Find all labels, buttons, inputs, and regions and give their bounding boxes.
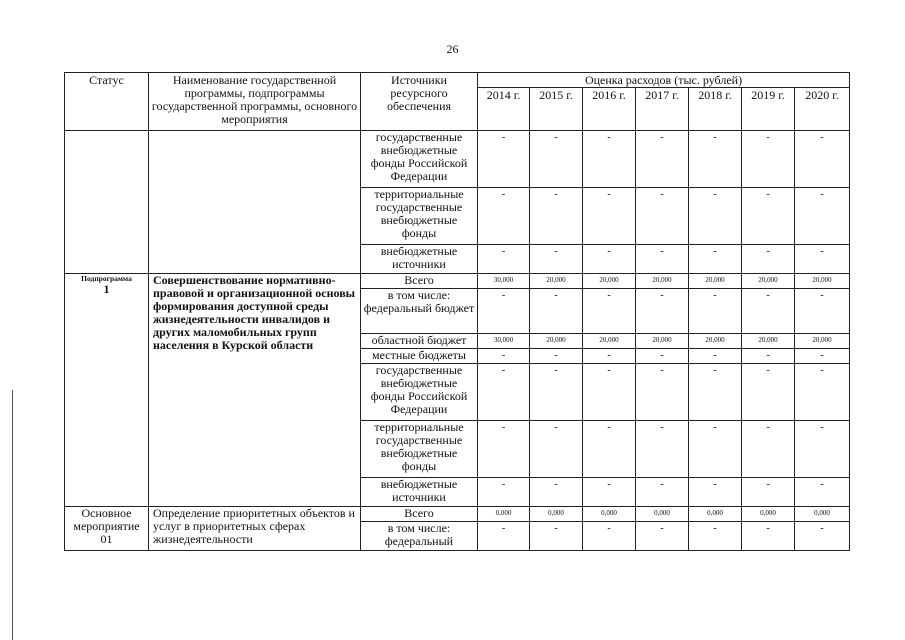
status-label: Подпрограмма <box>81 274 132 283</box>
value-cell: - <box>478 349 530 364</box>
source-cell: внебюджетные источники <box>361 245 478 274</box>
program-name-cell: Определение приоритетных объектов и услуг в приоритетных сферах жизнедеятельности <box>149 507 361 551</box>
value-cell: - <box>742 188 795 245</box>
value-cell: - <box>689 522 742 551</box>
value-cell: 0,000 <box>530 507 583 522</box>
value-cell: - <box>795 522 850 551</box>
value-cell: - <box>689 245 742 274</box>
value-cell: - <box>795 478 850 507</box>
value-cell: - <box>530 421 583 478</box>
value-cell: - <box>742 131 795 188</box>
value-cell: 30,000 <box>478 334 530 349</box>
value-cell: - <box>530 188 583 245</box>
status-cell <box>65 131 149 274</box>
source-cell: государственные внебюджетные фонды Российской Федерации <box>361 131 478 188</box>
value-cell: - <box>742 364 795 421</box>
source-cell: в том числе: федеральный бюджет <box>361 289 478 334</box>
value-cell: - <box>689 349 742 364</box>
header-year: 2015 г. <box>530 88 583 131</box>
expenditure-table <box>64 72 850 551</box>
value-cell: - <box>583 289 636 334</box>
value-cell: 0,000 <box>636 507 689 522</box>
source-cell: Всего <box>361 507 478 522</box>
value-cell: - <box>689 188 742 245</box>
table-row <box>65 274 850 289</box>
value-cell: - <box>689 131 742 188</box>
header-estimate: Оценка расходов (тыс. рублей) <box>478 73 850 88</box>
value-cell: - <box>478 364 530 421</box>
value-cell: - <box>530 349 583 364</box>
source-cell: местные бюджеты <box>361 349 478 364</box>
value-cell: 30,000 <box>478 274 530 289</box>
value-cell: - <box>530 289 583 334</box>
value-cell: - <box>636 131 689 188</box>
value-cell: - <box>742 349 795 364</box>
value-cell: 0,000 <box>795 507 850 522</box>
value-cell: - <box>636 245 689 274</box>
value-cell: - <box>636 522 689 551</box>
program-name-cell: Совершенствование нормативно-правовой и организационной основы формирования доступной среды жизнедеятельности инвалидов и других маломобильных групп населения в Курской области <box>149 274 361 507</box>
value-cell: 20,000 <box>689 334 742 349</box>
value-cell: - <box>795 421 850 478</box>
value-cell: - <box>583 131 636 188</box>
value-cell: - <box>478 478 530 507</box>
program-name-cell <box>149 131 361 274</box>
value-cell: - <box>478 245 530 274</box>
value-cell: - <box>583 349 636 364</box>
value-cell: 20,000 <box>530 274 583 289</box>
value-cell: - <box>742 478 795 507</box>
value-cell: 20,000 <box>530 334 583 349</box>
value-cell: 0,000 <box>478 507 530 522</box>
value-cell: - <box>742 421 795 478</box>
scan-edge-line <box>12 390 13 640</box>
header-year: 2016 г. <box>583 88 636 131</box>
header-year: 2017 г. <box>636 88 689 131</box>
value-cell: 20,000 <box>795 334 850 349</box>
value-cell: - <box>583 522 636 551</box>
value-cell: - <box>742 289 795 334</box>
value-cell: - <box>478 131 530 188</box>
value-cell: - <box>530 478 583 507</box>
value-cell: - <box>742 245 795 274</box>
header-year: 2019 г. <box>742 88 795 131</box>
value-cell: - <box>689 421 742 478</box>
value-cell: - <box>530 522 583 551</box>
value-cell: 20,000 <box>583 334 636 349</box>
value-cell: - <box>530 364 583 421</box>
value-cell: - <box>689 289 742 334</box>
value-cell: - <box>795 245 850 274</box>
value-cell: - <box>636 188 689 245</box>
value-cell: 20,000 <box>689 274 742 289</box>
header-sources: Источники ресурсного обеспечения <box>361 73 478 131</box>
table-row <box>65 507 850 522</box>
value-cell: - <box>795 364 850 421</box>
value-cell: 20,000 <box>636 334 689 349</box>
value-cell: - <box>795 131 850 188</box>
page-number: 26 <box>446 42 459 56</box>
value-cell: - <box>583 188 636 245</box>
value-cell: 0,000 <box>742 507 795 522</box>
header-year: 2014 г. <box>478 88 530 131</box>
value-cell: - <box>689 478 742 507</box>
value-cell: - <box>478 289 530 334</box>
value-cell: - <box>636 364 689 421</box>
value-cell: - <box>795 289 850 334</box>
value-cell: - <box>583 478 636 507</box>
value-cell: - <box>478 522 530 551</box>
source-cell: Всего <box>361 274 478 289</box>
value-cell: - <box>636 421 689 478</box>
value-cell: 20,000 <box>636 274 689 289</box>
value-cell: - <box>478 421 530 478</box>
status-number: 1 <box>103 282 110 296</box>
table-body <box>65 131 850 551</box>
header-year: 2020 г. <box>795 88 850 131</box>
table-row <box>65 131 850 188</box>
value-cell: - <box>478 188 530 245</box>
source-cell: государственные внебюджетные фонды Российской Федерации <box>361 364 478 421</box>
header-status: Статус <box>65 73 149 131</box>
source-cell: внебюджетные источники <box>361 478 478 507</box>
value-cell: 0,000 <box>689 507 742 522</box>
value-cell: - <box>636 289 689 334</box>
value-cell: 20,000 <box>795 274 850 289</box>
value-cell: - <box>795 349 850 364</box>
value-cell: - <box>530 245 583 274</box>
value-cell: - <box>583 364 636 421</box>
value-cell: - <box>742 522 795 551</box>
status-cell: Основное мероприятие 01 <box>65 507 149 551</box>
value-cell: - <box>636 478 689 507</box>
header-name: Наименование государственной программы, подпрограммы государственной программы, основного мероприятия <box>149 73 361 131</box>
source-cell: в том числе: федеральный <box>361 522 478 551</box>
value-cell: 0,000 <box>583 507 636 522</box>
value-cell: 20,000 <box>583 274 636 289</box>
value-cell: - <box>795 188 850 245</box>
value-cell: - <box>530 131 583 188</box>
value-cell: 20,000 <box>742 334 795 349</box>
value-cell: - <box>689 364 742 421</box>
value-cell: 20,000 <box>742 274 795 289</box>
status-cell <box>65 274 149 507</box>
source-cell: территориальные государственные внебюджетные фонды <box>361 421 478 478</box>
header-year: 2018 г. <box>689 88 742 131</box>
value-cell: - <box>583 421 636 478</box>
source-cell: территориальные государственные внебюджетные фонды <box>361 188 478 245</box>
value-cell: - <box>583 245 636 274</box>
value-cell: - <box>636 349 689 364</box>
source-cell: областной бюджет <box>361 334 478 349</box>
